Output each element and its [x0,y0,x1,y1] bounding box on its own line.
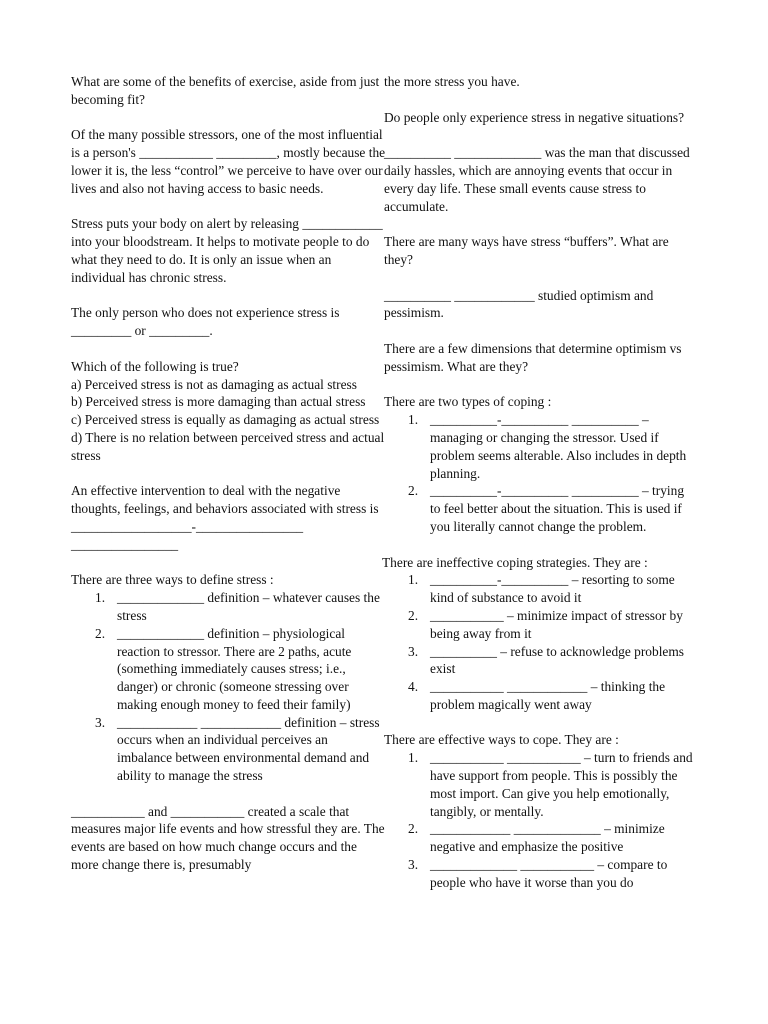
option-b: b) Perceived stress is more damaging than actual stress [71,394,366,410]
define-stress-list [71,589,386,785]
list-number: 1. [95,590,106,606]
list-item [71,714,386,785]
question-ineffective-coping: There are ineffective coping strategies. They are : [382,554,648,570]
option-d: d) There is no relation between perceived stress and actual stress [71,429,385,463]
coping-types-list [384,411,696,536]
list-text: __________-__________ – resorting to some kind of substance to avoid it [430,572,675,606]
question-negative-situations: Do people only experience stress in negative situations? [384,109,685,125]
option-c: c) Perceived stress is equally as damaging as actual stress [71,412,380,428]
question-stressors: Of the many possible stressors, one of the most influential is a person's ___________ _________, mostly because the lower it is, the less “control” we perceive to have over our lives and also not having access to basic needs. [71,127,386,196]
list-number: 1. [408,412,419,428]
list-item [384,749,696,820]
list-number: 1. [408,572,419,588]
list-number: 3. [408,857,419,873]
list-number: 3. [408,643,419,659]
ineffective-coping-list [384,571,696,713]
list-number: 2. [95,625,106,641]
question-two-coping-types: There are two types of coping : [384,394,552,410]
list-number: 3. [95,714,106,730]
list-text: ___________ – minimize impact of stressor by being away from it [430,607,683,641]
list-text: __________-__________ __________ – managing or changing the stressor. Used if problem seems alterable. Also includes in depth planning. [430,412,687,481]
question-intervention-blank: ________________ [71,536,179,552]
question-life-events-scale: ___________ and ___________ created a scale that measures major life events and how stressful they are. The events are based on how much change occurs and the more change there is, presumably [71,803,385,873]
question-daily-hassles: __________ _____________ was the man that discussed daily hassles, which are annoying events that occur in every day life. These small events cause stress to accumulate. [384,145,690,214]
list-text: __________ – refuse to acknowledge problems exist [430,643,684,677]
list-number: 2. [408,607,419,623]
question-intervention: An effective intervention to deal with the negative thoughts, feelings, and behaviors associated with stress is __________________-________________ [71,483,379,534]
question-exercise-benefits: What are some of the benefits of exercise, aside from just becoming fit? [71,74,380,107]
left-column [71,73,386,874]
list-text: _____________ definition – physiological reaction to stressor. There are 2 paths, acute (something immediately causes stress; i.e., danger) or chronic (someone stressing over making enough money to feed their family) [117,625,352,712]
question-stress-buffers: There are many ways have stress “buffers”. What are they? [384,234,669,267]
list-item [384,411,696,482]
list-item [384,643,696,679]
list-item [71,625,386,714]
list-item [71,589,386,625]
list-text: ____________ _____________ – minimize negative and emphasize the positive [430,821,665,855]
option-a: a) Perceived stress is not as damaging as actual stress [71,376,357,392]
list-item [384,820,696,856]
question-no-stress: The only person who does not experience stress is _________ or _________. [71,305,340,339]
list-item [384,482,696,535]
question-effective-coping: There are effective ways to cope. They are : [384,732,619,748]
list-number: 4. [408,679,419,695]
question-dimensions: There are a few dimensions that determine optimism vs pessimism. What are they? [384,340,682,374]
list-text: __________-__________ __________ – trying to feel better about the situation. This is used if you literally cannot change the problem. [430,483,685,534]
list-item [384,571,696,607]
list-item [384,856,696,892]
list-item [384,607,696,643]
list-item [384,678,696,714]
list-number: 2. [408,483,419,499]
scale-continuation: the more stress you have. [384,74,520,89]
list-text: ___________ ____________ – thinking the problem magically went away [430,679,666,712]
question-which-true: Which of the following is true? [71,358,239,374]
question-stress-hormone: Stress puts your body on alert by releasing ____________ into your bloodstream. It helps to motivate people to do what they need to do. It is only an issue when an individual has chronic stress. [71,216,383,285]
list-number: 2. [408,821,419,837]
list-text: _____________ ___________ – compare to people who have it worse than you do [430,857,668,890]
effective-coping-list [384,749,696,891]
question-define-stress: There are three ways to define stress : [71,572,274,588]
list-text: _____________ definition – whatever causes the stress [117,590,380,623]
question-optimism: __________ ____________ studied optimism and pessimism. [384,287,654,321]
right-column [384,73,696,909]
list-text: ___________ ___________ – turn to friends and have support from people. This is possibly the most import. Can give you help emotionally, tangibly, or mentally. [430,750,693,819]
list-number: 1. [408,750,419,766]
list-text: ____________ ____________ definition – stress occurs when an individual perceives an imbalance between environmental demand and ability to manage the stress [117,714,380,784]
